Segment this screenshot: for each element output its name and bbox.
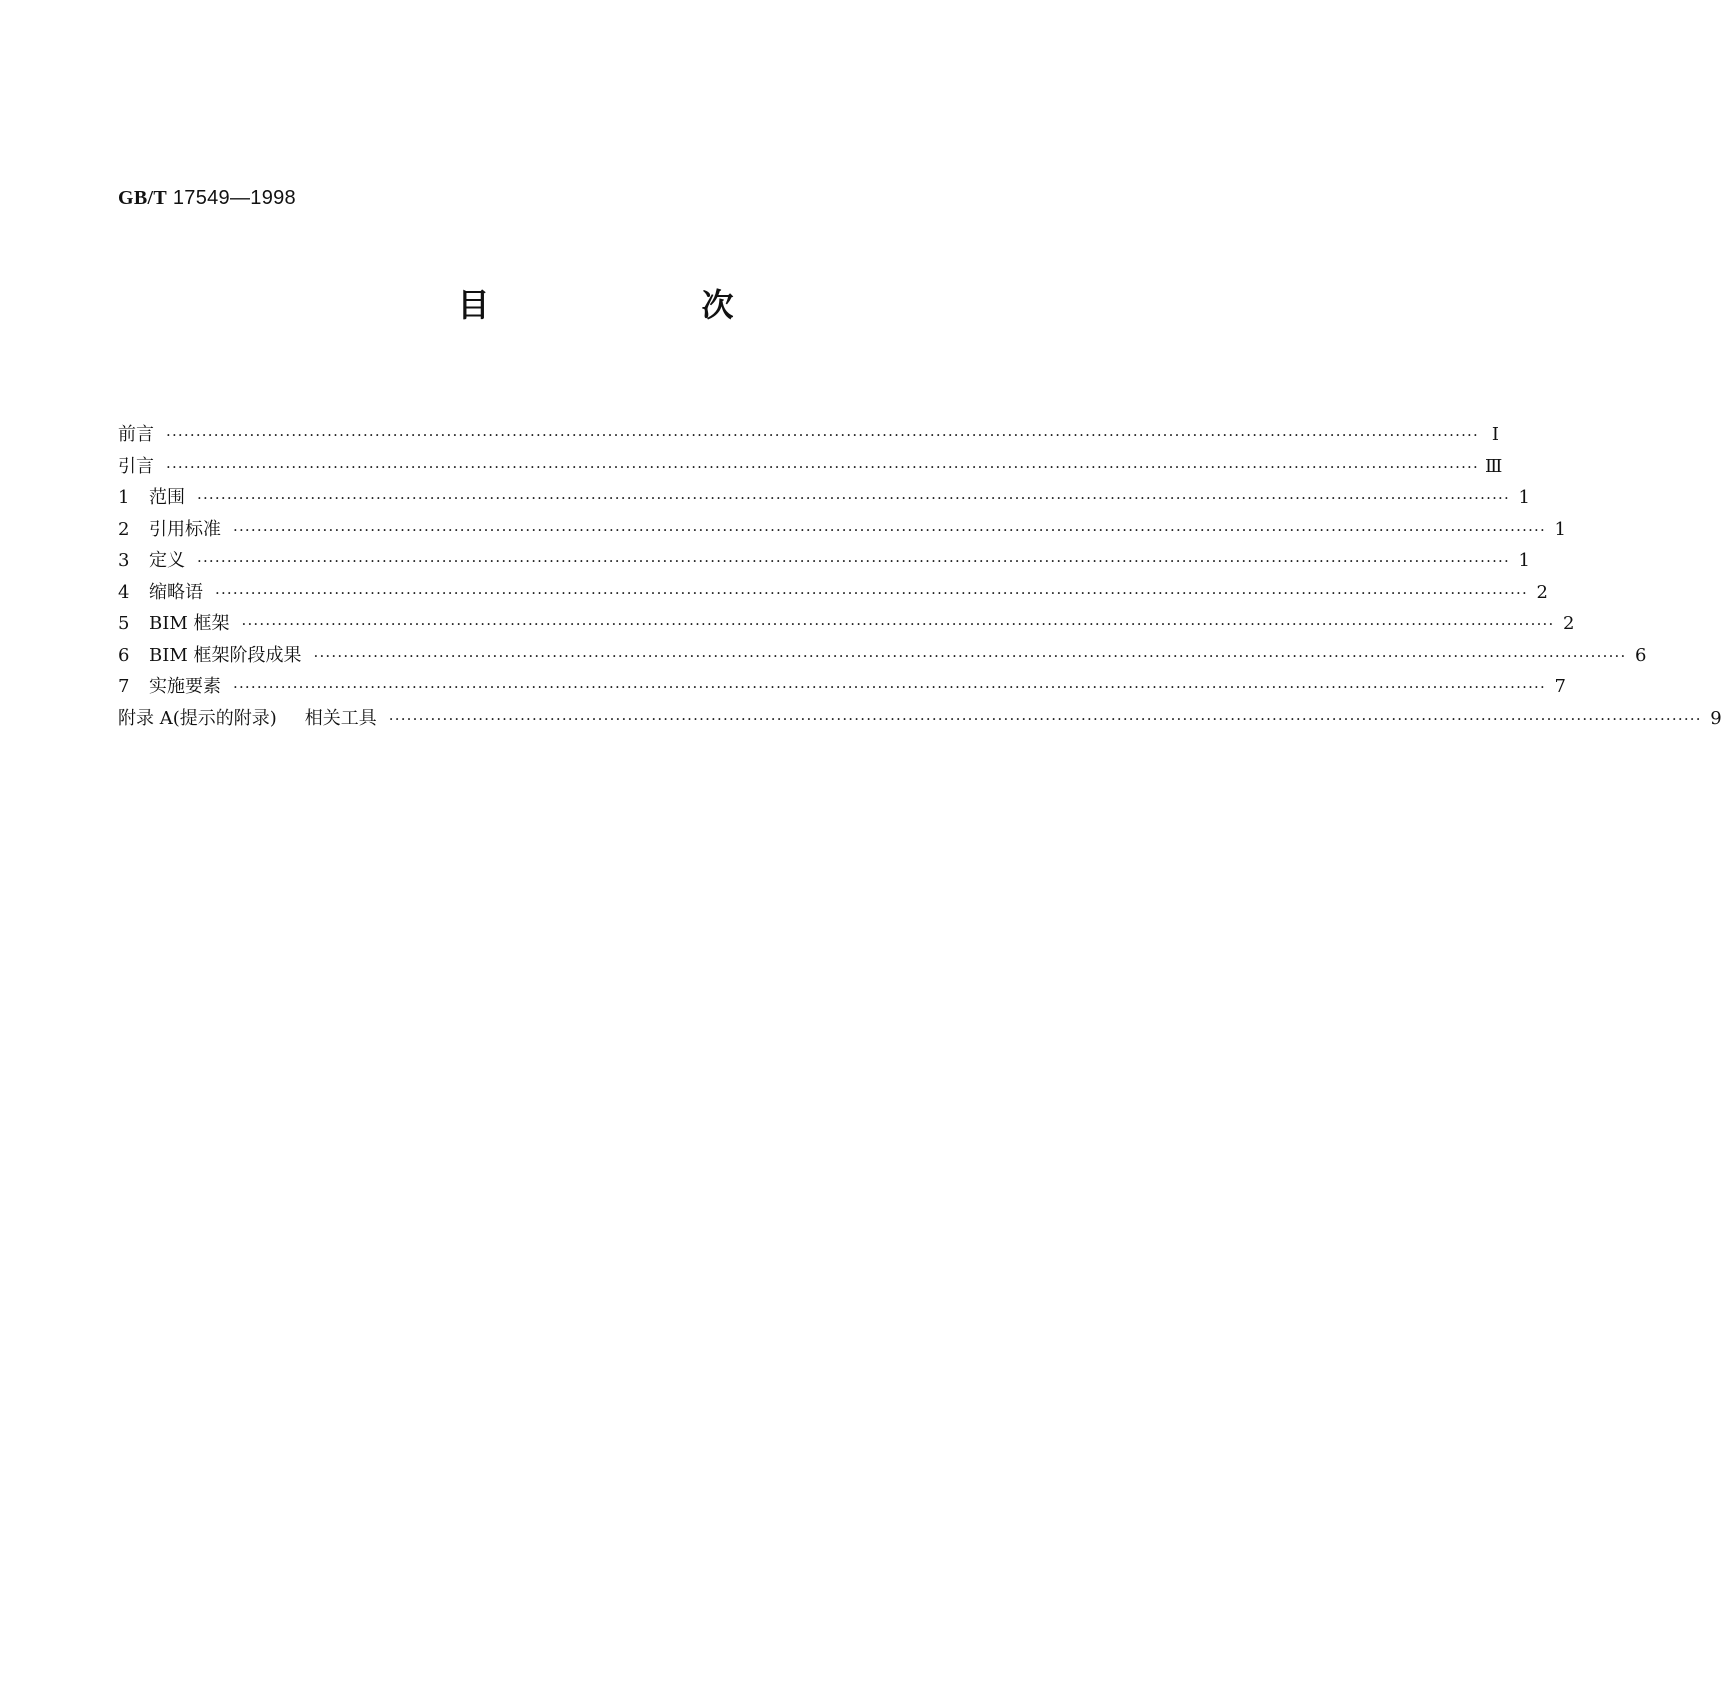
toc-entry-page-number: 1	[1518, 550, 1530, 571]
toc-entry[interactable]	[118, 640, 1647, 672]
toc-entry-page-number: 9	[1710, 707, 1722, 729]
toc-entry[interactable]	[118, 451, 1503, 483]
toc-entry-number: 3	[118, 550, 130, 571]
toc-entry-label: 范围	[149, 487, 185, 508]
table-of-contents	[118, 419, 1722, 734]
toc-entry[interactable]	[118, 545, 1530, 577]
toc-entry-label: 引言	[118, 455, 154, 477]
standard-code-prefix: GB/T	[118, 187, 167, 209]
toc-title: 目 次	[457, 286, 824, 324]
toc-entry[interactable]	[118, 482, 1530, 514]
toc-entry-page-number: Ⅲ	[1484, 455, 1503, 477]
toc-entry[interactable]	[118, 577, 1548, 609]
toc-entry-label: 实施要素	[149, 676, 221, 697]
toc-entry-number: 5	[118, 613, 130, 634]
toc-dot-leader: ····························································································································································································································	[241, 615, 1555, 633]
toc-entry-label: 附录 A(提示的附录)	[118, 707, 277, 729]
toc-entry[interactable]	[118, 514, 1566, 546]
toc-dot-leader: ····························································································································································································································	[233, 678, 1546, 696]
toc-entry-number: 7	[118, 676, 130, 697]
toc-entry-page-number: 2	[1536, 581, 1548, 603]
toc-entry[interactable]	[118, 671, 1566, 703]
toc-entry-page-number: 1	[1554, 518, 1566, 540]
toc-entry-label: 前言	[118, 424, 154, 445]
toc-dot-leader: ····························································································································································································································	[233, 520, 1546, 539]
toc-entry-label: BIM 框架	[149, 613, 230, 634]
toc-entry[interactable]	[118, 703, 1722, 735]
toc-entry-number: 1	[118, 487, 130, 508]
toc-entry-page-number: 1	[1518, 487, 1530, 508]
toc-entry-label: 定义	[149, 550, 185, 571]
toc-dot-leader: ····························································································································································································································	[388, 709, 1702, 728]
toc-dot-leader: ····························································································································································································································	[313, 646, 1627, 665]
toc-entry-label: 引用标准	[149, 518, 221, 540]
toc-entry-label-suffix: 相关工具	[304, 707, 377, 729]
toc-entry-label: 缩略语	[149, 581, 203, 603]
toc-entry-page-number: 7	[1554, 676, 1566, 697]
standard-code-number: 17549—1998	[172, 187, 296, 209]
toc-entry-label: BIM 框架阶段成果	[149, 644, 302, 666]
toc-entry[interactable]	[118, 419, 1499, 451]
toc-entry-page-number: Ⅰ	[1491, 424, 1499, 445]
toc-entry-number: 2	[118, 518, 130, 540]
toc-entry-number: 4	[118, 581, 130, 603]
toc-dot-leader: ····························································································································································································································	[166, 426, 1479, 444]
toc-entry-page-number: 2	[1563, 613, 1575, 634]
toc-dot-leader: ····························································································································································································································	[197, 489, 1510, 507]
toc-entry-page-number: 6	[1635, 644, 1647, 666]
standard-code	[118, 187, 296, 210]
toc-entry-number: 6	[118, 644, 130, 666]
toc-dot-leader: ····························································································································································································································	[166, 457, 1479, 476]
toc-entry[interactable]	[118, 608, 1575, 640]
toc-dot-leader: ····························································································································································································································	[215, 583, 1528, 602]
toc-dot-leader: ····························································································································································································································	[197, 552, 1510, 570]
